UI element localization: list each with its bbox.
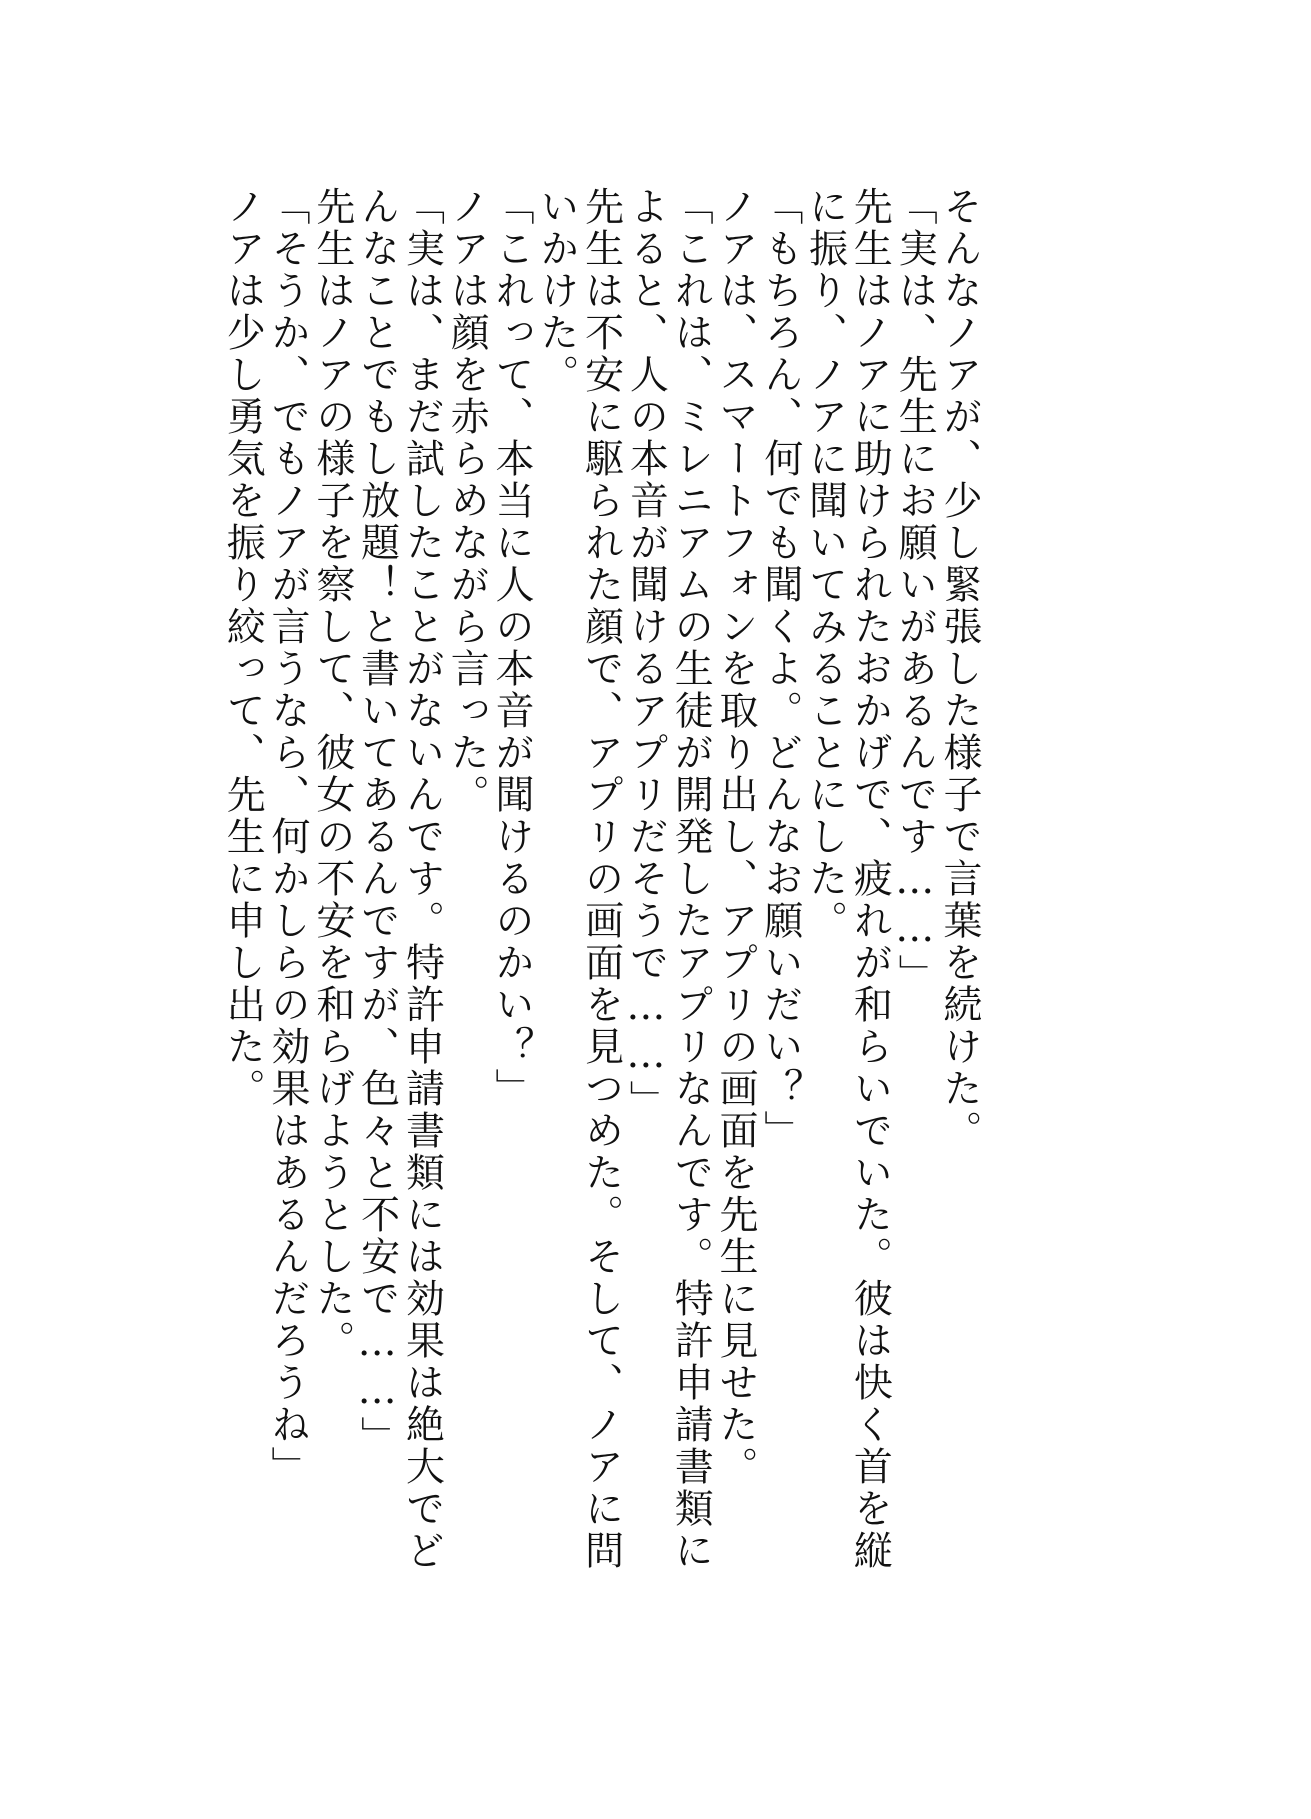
paragraph-5: ノアは、スマートフォンを取り出し、アプリの画面を先生に見せた。: [713, 186, 759, 1488]
paragraph-3: 先生はノアに助けられたおかげで、疲れが和らいでいた。彼は快く首を縦に振り、ノアに聞いてみることにした。: [802, 186, 893, 1572]
paragraph-12: 「そうか、でもノアが言うなら、何かしらの効果はあるんだろうね」: [265, 186, 311, 1488]
paragraph-2: 「実は、先生にお願いがあるんです……」: [892, 186, 938, 996]
paragraph-6: 「これは、ミレニアムの生徒が開発したアプリなんです。特許申請書類によると、人の本音が聞けるアプリだそうで……」: [623, 186, 714, 1572]
paragraph-8: 「これって、本当に人の本音が聞けるのかい？」: [489, 186, 535, 1110]
paragraph-4: 「もちろん、何でも聞くよ。どんなお願いだい？」: [757, 186, 803, 1152]
paragraph-11: 先生はノアの様子を察して、彼女の不安を和らげようとした。: [309, 186, 355, 1362]
paragraph-10: 「実は、まだ試したことがないんです。特許申請書類には効果は絶大でどんなことでもし放題！と書いてあるんですが、色々と不安で……」: [354, 186, 445, 1572]
paragraph-9: ノアは顔を赤らめながら言った。: [444, 186, 490, 816]
paragraph-13: ノアは少し勇気を振り絞って、先生に申し出た。: [220, 186, 266, 1110]
vertical-text-body: [219, 186, 981, 1606]
paragraph-1: そんなノアが、少し緊張した様子で言葉を続けた。: [937, 186, 982, 1152]
paragraph-7: 先生は不安に駆られた顔で、アプリの画面を見つめた。そして、ノアに問いかけた。: [533, 186, 624, 1572]
